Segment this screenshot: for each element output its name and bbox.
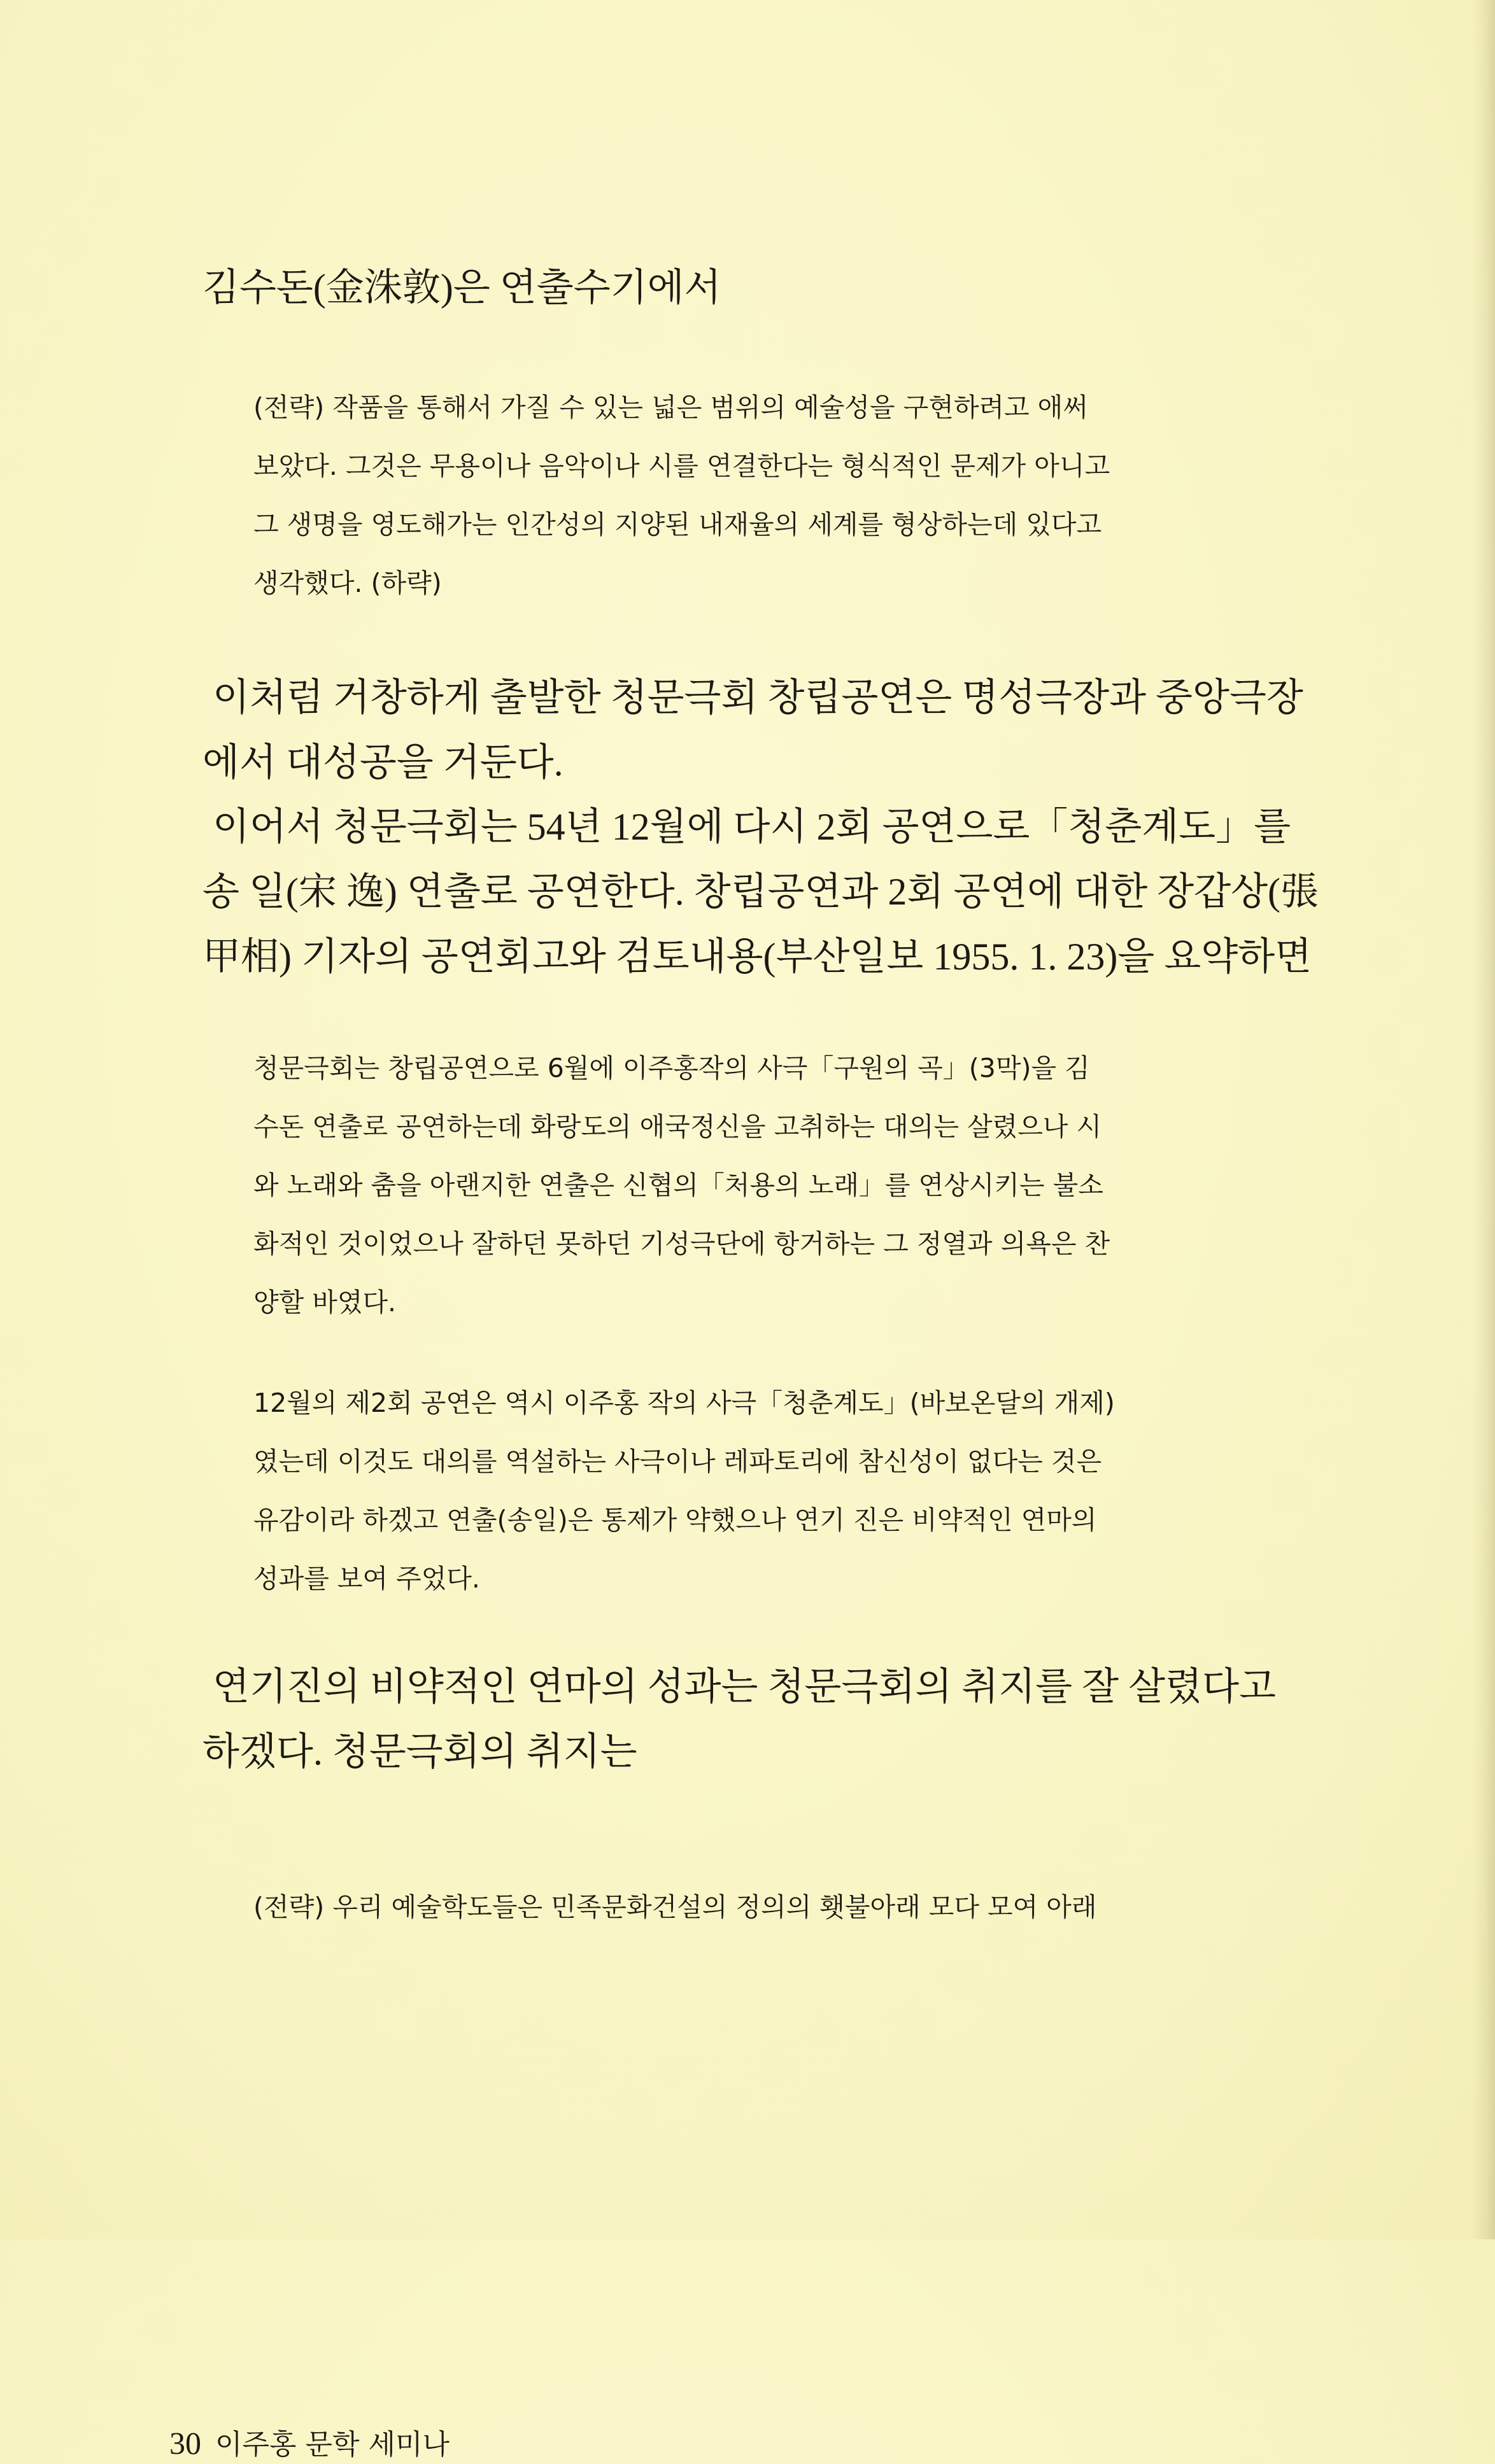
paragraph-founding-performance: [202, 665, 1303, 795]
paragraph-line: 연기진의 비약적인 연마의 성과는 청문극회의 취지를 잘 살렸다고: [213, 1666, 1276, 1708]
page-footer: [169, 2424, 450, 2464]
quote-line: 수돈 연출로 공연하는데 화랑도의 애국정신을 고취하는 대의는 살렸으나 시: [253, 1111, 1102, 1142]
quote-line: 유감이라 하겠고 연출(송일)은 통제가 약했으나 연기 진은 비약적인 연마의: [253, 1505, 1097, 1535]
block-quote-review-second: [253, 1374, 1208, 1608]
lead-line: 김수돈(金洙敦)은 연출수기에서: [202, 267, 721, 309]
quote-line: 였는데 이것도 대의를 역설하는 사극이나 레파토리에 참신성이 없다는 것은: [253, 1446, 1102, 1477]
quote-line: 청문극회는 창립공연으로 6월에 이주홍작의 사극「구원의 곡」(3막)을 김: [253, 1053, 1090, 1083]
running-title: 이주홍 문학 세미나: [215, 2428, 450, 2461]
quote-line: 양할 바였다.: [253, 1287, 397, 1318]
paragraph-line: 이처럼 거창하게 출발한 청문극회 창립공연은 명성극장과 중앙극장: [213, 677, 1303, 719]
block-quote-purpose: [253, 1878, 1208, 1936]
quote-line: 화적인 것이었으나 잘하던 못하던 기성극단에 항거하는 그 정열과 의욕은 찬: [253, 1228, 1110, 1259]
quote-line: (전략) 작품을 통해서 가질 수 있는 넓은 범위의 예술성을 구현하려고 애써: [253, 392, 1088, 423]
quote-line: (전략) 우리 예술학도들은 민족문화건설의 정의의 횃불아래 모다 모여 아래: [253, 1892, 1097, 1922]
quote-line: 그 생명을 영도해가는 인간성의 지양된 내재율의 세계를 형상하는데 있다고: [253, 509, 1102, 540]
page-edge-shadow: [1472, 0, 1495, 2239]
block-quote-preface: [253, 378, 1208, 612]
paragraph-line: 하겠다. 청문극회의 취지는: [202, 1731, 637, 1773]
quote-line: 와 노래와 춤을 아랜지한 연출은 신협의「처용의 노래」를 연상시키는 불소: [253, 1170, 1103, 1200]
paragraph-second-performance: [202, 794, 1319, 989]
quote-line: 성과를 보여 주었다.: [253, 1563, 480, 1594]
block-quote-review-first: [253, 1039, 1208, 1332]
quote-line: 보았다. 그것은 무용이나 음악이나 시를 연결한다는 형식적인 문제가 아니고: [253, 451, 1110, 481]
paragraph-line: 송 일(宋 逸) 연출로 공연한다. 창립공연과 2회 공연에 대한 장갑상(張: [202, 871, 1319, 913]
paragraph-line: 甲相) 기자의 공연회고와 검토내용(부산일보 1955. 1. 23)을 요약하면: [202, 936, 1312, 978]
paragraph-purpose: [202, 1654, 1276, 1784]
paragraph-line: 이어서 청문극회는 54년 12월에 다시 2회 공연으로「청춘계도」를: [213, 806, 1291, 848]
quote-line: 12월의 제2회 공연은 역시 이주홍 작의 사극「청춘계도」(바보온달의 개제): [253, 1388, 1115, 1418]
page-number: 30: [169, 2425, 201, 2461]
quote-line: 생각했다. (하략): [253, 568, 442, 598]
paragraph-line: 에서 대성공을 거둔다.: [202, 742, 563, 784]
